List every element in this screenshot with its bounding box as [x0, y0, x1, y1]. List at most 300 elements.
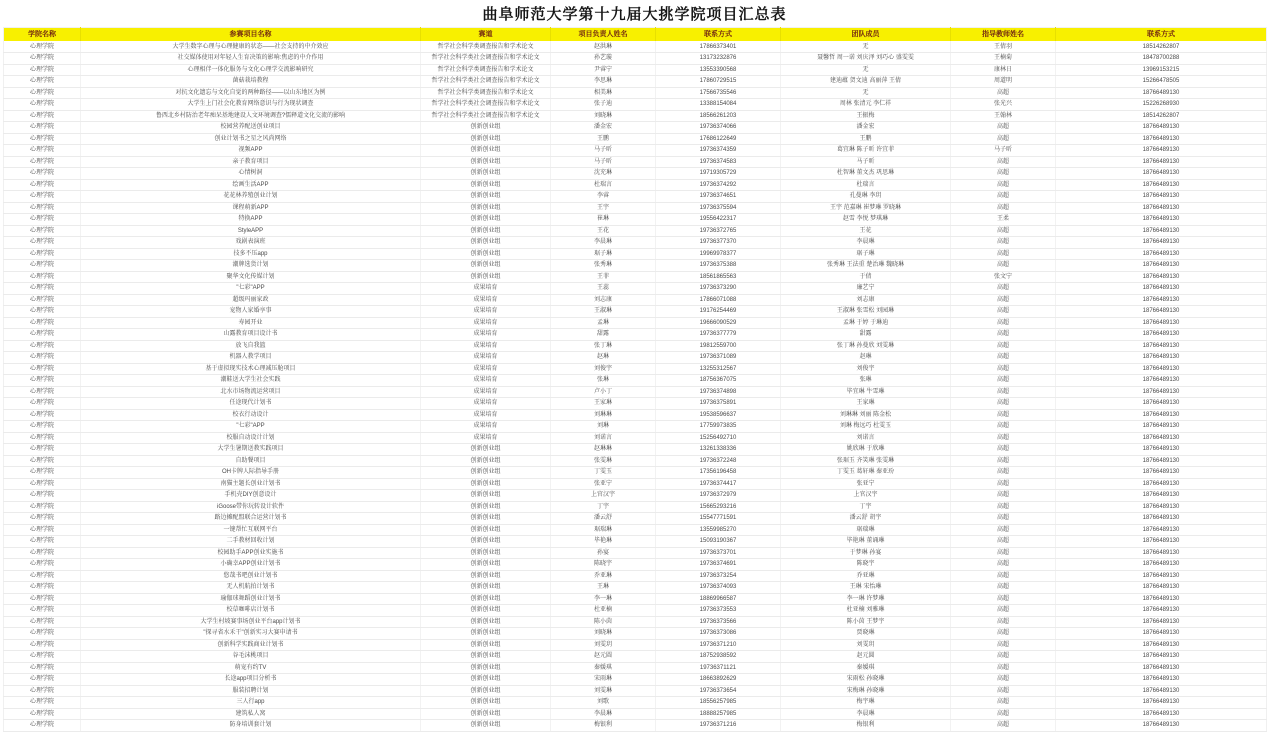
cell-project-name: 萌宠有约TV: [81, 662, 421, 674]
cell-leader-phone: 19736371216: [656, 720, 781, 732]
cell-team-members: 甜露: [781, 329, 951, 341]
table-row: [4, 110, 1267, 122]
cell-track: 创新创业组: [421, 605, 551, 617]
cell-leader-phone: 19736373553: [656, 605, 781, 617]
cell-college: 心理学院: [4, 513, 81, 525]
cell-team-members: 上官汉宇: [781, 490, 951, 502]
cell-advisor-name: 高超: [951, 421, 1056, 433]
cell-college: 心理学院: [4, 53, 81, 65]
table-row: [4, 444, 1267, 456]
cell-project-name: 创新科学实践商业计划书: [81, 639, 421, 651]
cell-leader-phone: 18752938592: [656, 651, 781, 663]
cell-advisor-phone: 18766489130: [1056, 294, 1267, 306]
cell-leader-name: 陈晓宇: [551, 559, 656, 571]
cell-project-name: 任途现代计划书: [81, 398, 421, 410]
cell-college: 心理学院: [4, 674, 81, 686]
cell-leader-name: 赵洪琳: [551, 41, 656, 53]
column-header-leader-phone: 联系方式: [656, 28, 781, 42]
cell-leader-name: 张亚宁: [551, 478, 656, 490]
cell-track: 哲学社会科学类调查报告和学术论文: [421, 64, 551, 76]
table-row: [4, 720, 1267, 732]
cell-college: 心理学院: [4, 605, 81, 617]
cell-track: 创新创业组: [421, 260, 551, 272]
table-row: [4, 306, 1267, 318]
table-row: [4, 398, 1267, 410]
cell-track: 哲学社会科学类社会调查报告和学术论文: [421, 76, 551, 88]
cell-leader-phone: 13261338336: [656, 444, 781, 456]
column-header-project-name: 参赛项目名称: [81, 28, 421, 42]
cell-team-members: 孔曼琳 李玥: [781, 191, 951, 203]
cell-advisor-phone: 15266478505: [1056, 76, 1267, 88]
cell-track: 创新创业组: [421, 628, 551, 640]
cell-college: 心理学院: [4, 191, 81, 203]
cell-advisor-phone: 18766489130: [1056, 582, 1267, 594]
cell-leader-name: 孙宴: [551, 547, 656, 559]
cell-advisor-name: 高超: [951, 455, 1056, 467]
cell-project-name: 亲子教育项目: [81, 156, 421, 168]
cell-advisor-name: 高超: [951, 697, 1056, 709]
cell-leader-phone: 19736373290: [656, 283, 781, 295]
table-row: [4, 294, 1267, 306]
cell-track: 创新创业组: [421, 582, 551, 594]
cell-college: 心理学院: [4, 593, 81, 605]
cell-advisor-phone: 18766489130: [1056, 317, 1267, 329]
cell-advisor-phone: 18766489130: [1056, 720, 1267, 732]
cell-advisor-name: 张光兴: [951, 99, 1056, 111]
cell-team-members: 聂馨哲 周一诺 刘庆泽 刘巧心 盛雯雯: [781, 53, 951, 65]
cell-leader-name: 赵琳琳: [551, 444, 656, 456]
cell-advisor-phone: 18766489130: [1056, 708, 1267, 720]
cell-advisor-phone: 18766489130: [1056, 340, 1267, 352]
table-row: [4, 616, 1267, 628]
cell-college: 心理学院: [4, 352, 81, 364]
cell-leader-name: 陈小茵: [551, 616, 656, 628]
cell-leader-name: 张子迪: [551, 99, 656, 111]
cell-leader-name: 崔琳: [551, 214, 656, 226]
cell-college: 心理学院: [4, 421, 81, 433]
cell-project-name: 手机壳DIY创意设计: [81, 490, 421, 502]
cell-advisor-phone: 18766489130: [1056, 662, 1267, 674]
cell-advisor-phone: 18766489130: [1056, 237, 1267, 249]
cell-leader-phone: 17860729515: [656, 76, 781, 88]
table-row: [4, 513, 1267, 525]
cell-project-name: "七彩"APP: [81, 421, 421, 433]
cell-college: 心理学院: [4, 639, 81, 651]
cell-project-name: 社交媒体使用对年轻人生育决策的影响:焦虑的中介作用: [81, 53, 421, 65]
cell-team-members: 潘云舒 胡宇: [781, 513, 951, 525]
cell-project-name: 无人机航拍计划书: [81, 582, 421, 594]
cell-leader-phone: 19736374898: [656, 386, 781, 398]
cell-team-members: 陈小茵 王梦宇: [781, 616, 951, 628]
cell-leader-name: 琚子琳: [551, 248, 656, 260]
cell-advisor-name: 高超: [951, 547, 1056, 559]
cell-team-members: 赵雪 李悦 梦琪琳: [781, 214, 951, 226]
cell-project-name: 谷毛沫桃项目: [81, 651, 421, 663]
cell-track: 哲学社会科学类调查报告和学术论文: [421, 87, 551, 99]
cell-leader-name: 丁宇: [551, 501, 656, 513]
table-row: [4, 122, 1267, 134]
cell-advisor-phone: 18766489130: [1056, 697, 1267, 709]
cell-advisor-name: 高超: [951, 375, 1056, 387]
cell-advisor-name: 高超: [951, 432, 1056, 444]
cell-leader-phone: 19736372248: [656, 455, 781, 467]
cell-college: 心理学院: [4, 616, 81, 628]
cell-advisor-name: 高超: [951, 651, 1056, 663]
column-header-leader-name: 项目负责人姓名: [551, 28, 656, 42]
cell-advisor-phone: 18766489130: [1056, 674, 1267, 686]
cell-college: 心理学院: [4, 490, 81, 502]
cell-leader-phone: 18756367075: [656, 375, 781, 387]
cell-project-name: iGoose带你玩转设计软件: [81, 501, 421, 513]
cell-project-name: 超级玛丽家政: [81, 294, 421, 306]
cell-leader-name: 王家琳: [551, 398, 656, 410]
cell-advisor-phone: 18766489130: [1056, 214, 1267, 226]
cell-college: 心理学院: [4, 628, 81, 640]
cell-college: 心理学院: [4, 214, 81, 226]
cell-leader-phone: 19736374093: [656, 582, 781, 594]
cell-leader-phone: 18869966587: [656, 593, 781, 605]
cell-college: 心理学院: [4, 708, 81, 720]
cell-leader-name: 王菲: [551, 271, 656, 283]
cell-college: 心理学院: [4, 225, 81, 237]
cell-advisor-phone: 18766489130: [1056, 432, 1267, 444]
cell-leader-name: 尹睿宁: [551, 64, 656, 76]
cell-project-name: 自助餐项目: [81, 455, 421, 467]
cell-track: 创新创业组: [421, 639, 551, 651]
cell-leader-phone: 17566735546: [656, 87, 781, 99]
cell-project-name: 菌菇栽培教程: [81, 76, 421, 88]
cell-project-name: 花花林养殖创业计划: [81, 191, 421, 203]
cell-project-name: 绘画生活APP: [81, 179, 421, 191]
cell-leader-phone: 15547771591: [656, 513, 781, 525]
cell-project-name: 对抗文化遗忘与文化自觉的两种路径——以山东地区为例: [81, 87, 421, 99]
column-header-track: 赛道: [421, 28, 551, 42]
cell-leader-phone: 17356196458: [656, 467, 781, 479]
cell-college: 心理学院: [4, 386, 81, 398]
cell-leader-name: 刘雯玥: [551, 639, 656, 651]
cell-advisor-phone: 18478700288: [1056, 53, 1267, 65]
cell-college: 心理学院: [4, 467, 81, 479]
cell-leader-name: 孟琳: [551, 317, 656, 329]
cell-advisor-name: 高超: [951, 582, 1056, 594]
table-row: [4, 133, 1267, 145]
cell-team-members: 王琳 宋怡琳: [781, 582, 951, 594]
table-row: [4, 317, 1267, 329]
cell-leader-name: 刘歌: [551, 697, 656, 709]
table-row: [4, 329, 1267, 341]
cell-project-name: "七彩"APP: [81, 283, 421, 295]
table-row: [4, 87, 1267, 99]
cell-college: 心理学院: [4, 501, 81, 513]
cell-college: 心理学院: [4, 41, 81, 53]
header-row: [4, 28, 1267, 42]
page-title: 曲阜师范大学第十九届大挑学院项目汇总表: [482, 5, 787, 23]
cell-advisor-name: 高超: [951, 133, 1056, 145]
cell-advisor-phone: 18514262807: [1056, 41, 1267, 53]
cell-advisor-phone: 18766489130: [1056, 168, 1267, 180]
cell-advisor-name: 高超: [951, 260, 1056, 272]
cell-track: 创新创业组: [421, 708, 551, 720]
cell-leader-phone: 19736373701: [656, 547, 781, 559]
cell-team-members: 宋雨松 孙晓琳: [781, 674, 951, 686]
cell-advisor-name: 康林日: [951, 64, 1056, 76]
cell-project-name: 创业计划书之星之风尚网络: [81, 133, 421, 145]
cell-team-members: 姚欣琳 于欣琳: [781, 444, 951, 456]
cell-leader-phone: 17759973835: [656, 421, 781, 433]
cell-leader-name: 王鹏: [551, 133, 656, 145]
cell-advisor-phone: 18766489130: [1056, 444, 1267, 456]
cell-college: 心理学院: [4, 202, 81, 214]
cell-leader-phone: 13388154084: [656, 99, 781, 111]
column-header-advisor-phone: 联系方式: [1056, 28, 1267, 42]
cell-track: 成果培育: [421, 375, 551, 387]
cell-leader-name: 毕艳琳: [551, 536, 656, 548]
table-row: [4, 524, 1267, 536]
table-row: [4, 41, 1267, 53]
table-row: [4, 478, 1267, 490]
cell-team-members: 毕宜琳 牛雪琳: [781, 386, 951, 398]
table-row: [4, 467, 1267, 479]
table-row: [4, 214, 1267, 226]
cell-advisor-phone: 18766489130: [1056, 283, 1267, 295]
cell-advisor-name: 高超: [951, 685, 1056, 697]
table-row: [4, 639, 1267, 651]
cell-advisor-name: 高超: [951, 386, 1056, 398]
cell-track: 创新创业组: [421, 524, 551, 536]
cell-track: 创新创业组: [421, 685, 551, 697]
cell-track: 创新创业组: [421, 547, 551, 559]
cell-leader-phone: 19736373566: [656, 616, 781, 628]
table-row: [4, 432, 1267, 444]
table-row: [4, 685, 1267, 697]
cell-college: 心理学院: [4, 306, 81, 318]
cell-advisor-name: 高超: [951, 570, 1056, 582]
cell-team-members: 李晨琳: [781, 708, 951, 720]
cell-team-members: 琚瑞琳: [781, 524, 951, 536]
cell-advisor-phone: 18766489130: [1056, 306, 1267, 318]
cell-project-name: 校衣行动设计: [81, 409, 421, 421]
cell-team-members: 刘诺言: [781, 432, 951, 444]
cell-project-name: "探寻省水禾干"创新实习大赛申请书: [81, 628, 421, 640]
cell-leader-name: 王琳: [551, 582, 656, 594]
cell-leader-name: 刘琳: [551, 421, 656, 433]
cell-advisor-phone: 18766489130: [1056, 191, 1267, 203]
cell-leader-phone: 17866373401: [656, 41, 781, 53]
cell-track: 成果培育: [421, 329, 551, 341]
cell-advisor-phone: 18766489130: [1056, 455, 1267, 467]
cell-advisor-name: 高超: [951, 248, 1056, 260]
cell-college: 心理学院: [4, 76, 81, 88]
cell-project-name: 山露教育项目设计书: [81, 329, 421, 341]
cell-advisor-phone: 18766489130: [1056, 467, 1267, 479]
cell-leader-name: 甜露: [551, 329, 656, 341]
cell-leader-name: 乔亚琳: [551, 570, 656, 582]
cell-project-name: 建筑私人窝: [81, 708, 421, 720]
table-row: [4, 168, 1267, 180]
cell-project-name: 鲁西北乡村防治老年痴呆基地建设人文环境调查?儒释道文化交流的影响: [81, 110, 421, 122]
cell-track: 创新创业组: [421, 674, 551, 686]
cell-project-name: StyleAPP: [81, 225, 421, 237]
cell-advisor-phone: 18766489130: [1056, 329, 1267, 341]
cell-track: 创新创业组: [421, 214, 551, 226]
cell-team-members: 张琳: [781, 375, 951, 387]
cell-leader-phone: 19736374417: [656, 478, 781, 490]
cell-track: 创新创业组: [421, 720, 551, 732]
cell-track: 创新创业组: [421, 202, 551, 214]
cell-leader-phone: 18566261203: [656, 110, 781, 122]
cell-project-name: 大学生暑期送教实践项目: [81, 444, 421, 456]
cell-advisor-phone: 18766489130: [1056, 524, 1267, 536]
cell-college: 心理学院: [4, 720, 81, 732]
cell-advisor-phone: 18766489130: [1056, 490, 1267, 502]
cell-track: 创新创业组: [421, 271, 551, 283]
cell-team-members: 丁雯玉 葛轩琳 秦亚玢: [781, 467, 951, 479]
table-row: [4, 145, 1267, 157]
cell-team-members: 王花: [781, 225, 951, 237]
cell-team-members: 于倩: [781, 271, 951, 283]
cell-team-members: 张秀琳 王法重 楚治琳 魏晓琳: [781, 260, 951, 272]
cell-track: 创新创业组: [421, 513, 551, 525]
cell-team-members: 无: [781, 41, 951, 53]
cell-team-members: 贾晓琳: [781, 628, 951, 640]
cell-advisor-phone: 18766489130: [1056, 651, 1267, 663]
table-row: [4, 179, 1267, 191]
cell-leader-phone: 13255312567: [656, 363, 781, 375]
cell-college: 心理学院: [4, 685, 81, 697]
table-row: [4, 674, 1267, 686]
cell-leader-phone: 19736373654: [656, 685, 781, 697]
cell-leader-phone: 19666090529: [656, 317, 781, 329]
cell-leader-name: 刘晓琳: [551, 110, 656, 122]
cell-leader-phone: 18663892629: [656, 674, 781, 686]
cell-advisor-phone: 18766489130: [1056, 133, 1267, 145]
cell-advisor-name: 高超: [951, 559, 1056, 571]
table-row: [4, 559, 1267, 571]
cell-leader-name: 李晨琳: [551, 708, 656, 720]
cell-advisor-name: 高超: [951, 409, 1056, 421]
cell-team-members: 李晨琳: [781, 237, 951, 249]
cell-leader-name: 王淑琳: [551, 306, 656, 318]
cell-leader-phone: 19736371210: [656, 639, 781, 651]
cell-team-members: 潘金宏: [781, 122, 951, 134]
cell-advisor-name: 高超: [951, 237, 1056, 249]
cell-track: 成果培育: [421, 398, 551, 410]
cell-leader-name: 刘诺言: [551, 432, 656, 444]
cell-leader-name: 梅银利: [551, 720, 656, 732]
cell-project-name: 校园营养配送创业项目: [81, 122, 421, 134]
table-row: [4, 363, 1267, 375]
cell-leader-phone: 19736374651: [656, 191, 781, 203]
cell-advisor-name: 高超: [951, 490, 1056, 502]
cell-leader-phone: 19736377370: [656, 237, 781, 249]
cell-leader-name: 卢小丁: [551, 386, 656, 398]
cell-leader-name: 潘云舒: [551, 513, 656, 525]
cell-team-members: 刘俊宇: [781, 363, 951, 375]
cell-project-name: 瑜伽球舞蹈创业计划书: [81, 593, 421, 605]
cell-project-name: 潮鞋送大学生社会实践: [81, 375, 421, 387]
cell-project-name: 长途app项目分析书: [81, 674, 421, 686]
cell-leader-phone: 18888257985: [656, 708, 781, 720]
cell-leader-phone: 19736374066: [656, 122, 781, 134]
cell-leader-name: 秦媛琪: [551, 662, 656, 674]
cell-leader-phone: 19736371089: [656, 352, 781, 364]
cell-leader-name: 李晨琳: [551, 237, 656, 249]
cell-team-members: 梅宇琳: [781, 697, 951, 709]
table-row: [4, 605, 1267, 617]
cell-college: 心理学院: [4, 582, 81, 594]
cell-leader-phone: 19556422317: [656, 214, 781, 226]
cell-college: 心理学院: [4, 697, 81, 709]
cell-college: 心理学院: [4, 363, 81, 375]
cell-leader-phone: 19736375388: [656, 260, 781, 272]
cell-advisor-phone: 18766489130: [1056, 628, 1267, 640]
cell-project-name: 基于虚拟现实技术心理减压舱项目: [81, 363, 421, 375]
table-row: [4, 53, 1267, 65]
cell-advisor-phone: 18766489130: [1056, 260, 1267, 272]
cell-advisor-phone: 18766489130: [1056, 616, 1267, 628]
cell-college: 心理学院: [4, 283, 81, 295]
cell-college: 心理学院: [4, 536, 81, 548]
cell-advisor-name: 高超: [951, 708, 1056, 720]
table-row: [4, 409, 1267, 421]
table-row: [4, 191, 1267, 203]
table-row: [4, 283, 1267, 295]
cell-leader-phone: 19969978377: [656, 248, 781, 260]
cell-project-name: 防身培训套计划: [81, 720, 421, 732]
cell-team-members: 孟琳 于婷 于琳迪: [781, 317, 951, 329]
cell-leader-name: 沈充琳: [551, 168, 656, 180]
cell-advisor-phone: 18766489130: [1056, 156, 1267, 168]
cell-project-name: 一键帮忙互联网平台: [81, 524, 421, 536]
cell-advisor-name: 马子昕: [951, 145, 1056, 157]
cell-project-name: 大学生村坡赛事场创业平台app计划书: [81, 616, 421, 628]
cell-advisor-name: 高超: [951, 191, 1056, 203]
cell-leader-phone: 18561865563: [656, 271, 781, 283]
cell-advisor-phone: 18766489130: [1056, 363, 1267, 375]
table-row: [4, 651, 1267, 663]
column-header-college: 学院名称: [4, 28, 81, 42]
cell-track: 创新创业组: [421, 444, 551, 456]
cell-track: 创新创业组: [421, 616, 551, 628]
cell-advisor-name: 高超: [951, 329, 1056, 341]
cell-advisor-name: 高超: [951, 156, 1056, 168]
cell-advisor-name: 高超: [951, 306, 1056, 318]
cell-team-members: 乔亚琳: [781, 570, 951, 582]
cell-leader-name: 杜亚楠: [551, 605, 656, 617]
cell-team-members: 丁宇: [781, 501, 951, 513]
cell-advisor-name: 高超: [951, 628, 1056, 640]
cell-advisor-phone: 18766489130: [1056, 559, 1267, 571]
cell-project-name: 校服自动设计计划: [81, 432, 421, 444]
cell-leader-name: 刘晓琳: [551, 628, 656, 640]
cell-college: 心理学院: [4, 340, 81, 352]
table-row: [4, 64, 1267, 76]
cell-leader-phone: 19538596637: [656, 409, 781, 421]
column-header-advisor-name: 指导教师姓名: [951, 28, 1056, 42]
cell-track: 创新创业组: [421, 467, 551, 479]
cell-leader-name: 马子昕: [551, 145, 656, 157]
table-row: [4, 628, 1267, 640]
cell-team-members: 无: [781, 64, 951, 76]
cell-college: 心理学院: [4, 662, 81, 674]
cell-leader-phone: 13173232876: [656, 53, 781, 65]
cell-college: 心理学院: [4, 455, 81, 467]
cell-advisor-name: 高超: [951, 478, 1056, 490]
cell-project-name: 大学生上门社会化教育网络意识与行为现状调查: [81, 99, 421, 111]
cell-advisor-name: 王柔: [951, 214, 1056, 226]
cell-track: 成果培育: [421, 352, 551, 364]
cell-leader-name: 王蕊: [551, 283, 656, 295]
